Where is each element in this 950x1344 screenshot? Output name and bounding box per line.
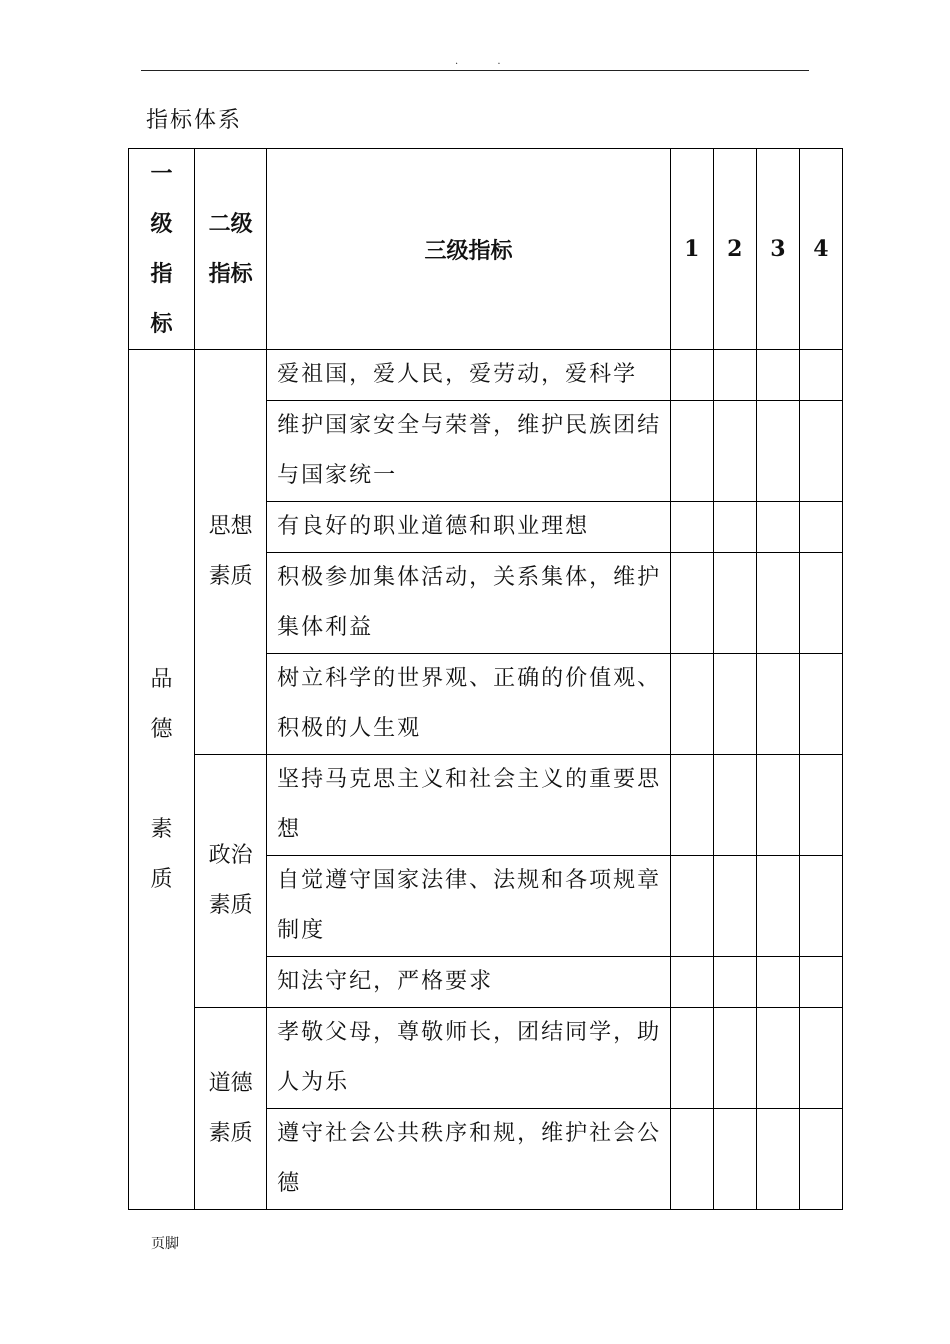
- score-cell[interactable]: [713, 401, 756, 502]
- table-row: [129, 755, 843, 856]
- header-level1: 一 级 指 标: [129, 149, 195, 350]
- level2-group-political: 政治 素质: [195, 755, 267, 1008]
- score-cell[interactable]: [670, 654, 713, 755]
- level1-category-cell: 品 德 素 质: [129, 350, 195, 1210]
- score-cell[interactable]: [713, 350, 756, 401]
- score-cell[interactable]: [713, 1008, 756, 1109]
- table-row: [129, 1008, 843, 1109]
- page-footer: 页脚: [151, 1236, 179, 1252]
- level3-item: 自觉遵守国家法律、法规和各项规章制度: [267, 856, 671, 957]
- score-cell[interactable]: [713, 502, 756, 553]
- score-cell[interactable]: [713, 553, 756, 654]
- level3-item: 爱祖国，爱人民，爱劳动，爱科学: [267, 350, 671, 401]
- score-cell[interactable]: [713, 1109, 756, 1210]
- score-cell[interactable]: [799, 1109, 842, 1210]
- level3-item: 积极参加集体活动，关系集体，维护集体利益: [267, 553, 671, 654]
- header-score-2: 2: [713, 149, 756, 350]
- score-cell[interactable]: [713, 654, 756, 755]
- score-cell[interactable]: [756, 1109, 799, 1210]
- indicator-table: [128, 148, 843, 1210]
- level2-group-thought: 思想 素质: [195, 350, 267, 755]
- table-header-row: [129, 149, 843, 350]
- page-title: 指标体系: [146, 108, 243, 133]
- level2-group-moral: 道德 素质: [195, 1008, 267, 1210]
- score-cell[interactable]: [670, 1008, 713, 1109]
- score-cell[interactable]: [799, 856, 842, 957]
- header-level3: 三级指标: [267, 149, 671, 350]
- score-cell[interactable]: [670, 401, 713, 502]
- level3-item: 维护国家安全与荣誉，维护民族团结与国家统一: [267, 401, 671, 502]
- score-cell[interactable]: [799, 755, 842, 856]
- score-cell[interactable]: [670, 856, 713, 957]
- header-score-1: 1: [670, 149, 713, 350]
- score-cell[interactable]: [670, 957, 713, 1008]
- score-cell[interactable]: [713, 755, 756, 856]
- score-cell[interactable]: [713, 957, 756, 1008]
- level3-item: 有良好的职业道德和职业理想: [267, 502, 671, 553]
- level3-item: 孝敬父母，尊敬师长，团结同学，助人为乐: [267, 1008, 671, 1109]
- score-cell[interactable]: [670, 755, 713, 856]
- score-cell[interactable]: [799, 654, 842, 755]
- score-cell[interactable]: [670, 1109, 713, 1210]
- level3-item: 坚持马克思主义和社会主义的重要思想: [267, 755, 671, 856]
- level3-item: 树立科学的世界观、正确的价值观、积极的人生观: [267, 654, 671, 755]
- table-row: [129, 350, 843, 401]
- header-score-3: 3: [756, 149, 799, 350]
- score-cell[interactable]: [799, 401, 842, 502]
- score-cell[interactable]: [756, 957, 799, 1008]
- score-cell[interactable]: [713, 856, 756, 957]
- score-cell[interactable]: [756, 553, 799, 654]
- score-cell[interactable]: [670, 553, 713, 654]
- score-cell[interactable]: [756, 502, 799, 553]
- score-cell[interactable]: [756, 755, 799, 856]
- header-level2: 二级 指标: [195, 149, 267, 350]
- score-cell[interactable]: [756, 1008, 799, 1109]
- header-rule: [141, 70, 809, 71]
- score-cell[interactable]: [799, 957, 842, 1008]
- header-score-4: 4: [799, 149, 842, 350]
- score-cell[interactable]: [670, 502, 713, 553]
- score-cell[interactable]: [756, 401, 799, 502]
- score-cell[interactable]: [799, 502, 842, 553]
- score-cell[interactable]: [799, 1008, 842, 1109]
- level3-item: 遵守社会公共秩序和规，维护社会公德: [267, 1109, 671, 1210]
- score-cell[interactable]: [799, 553, 842, 654]
- score-cell[interactable]: [756, 856, 799, 957]
- level3-item: 知法守纪，严格要求: [267, 957, 671, 1008]
- score-cell[interactable]: [756, 654, 799, 755]
- score-cell[interactable]: [799, 350, 842, 401]
- header-marks: . .: [455, 56, 519, 67]
- score-cell[interactable]: [756, 350, 799, 401]
- score-cell[interactable]: [670, 350, 713, 401]
